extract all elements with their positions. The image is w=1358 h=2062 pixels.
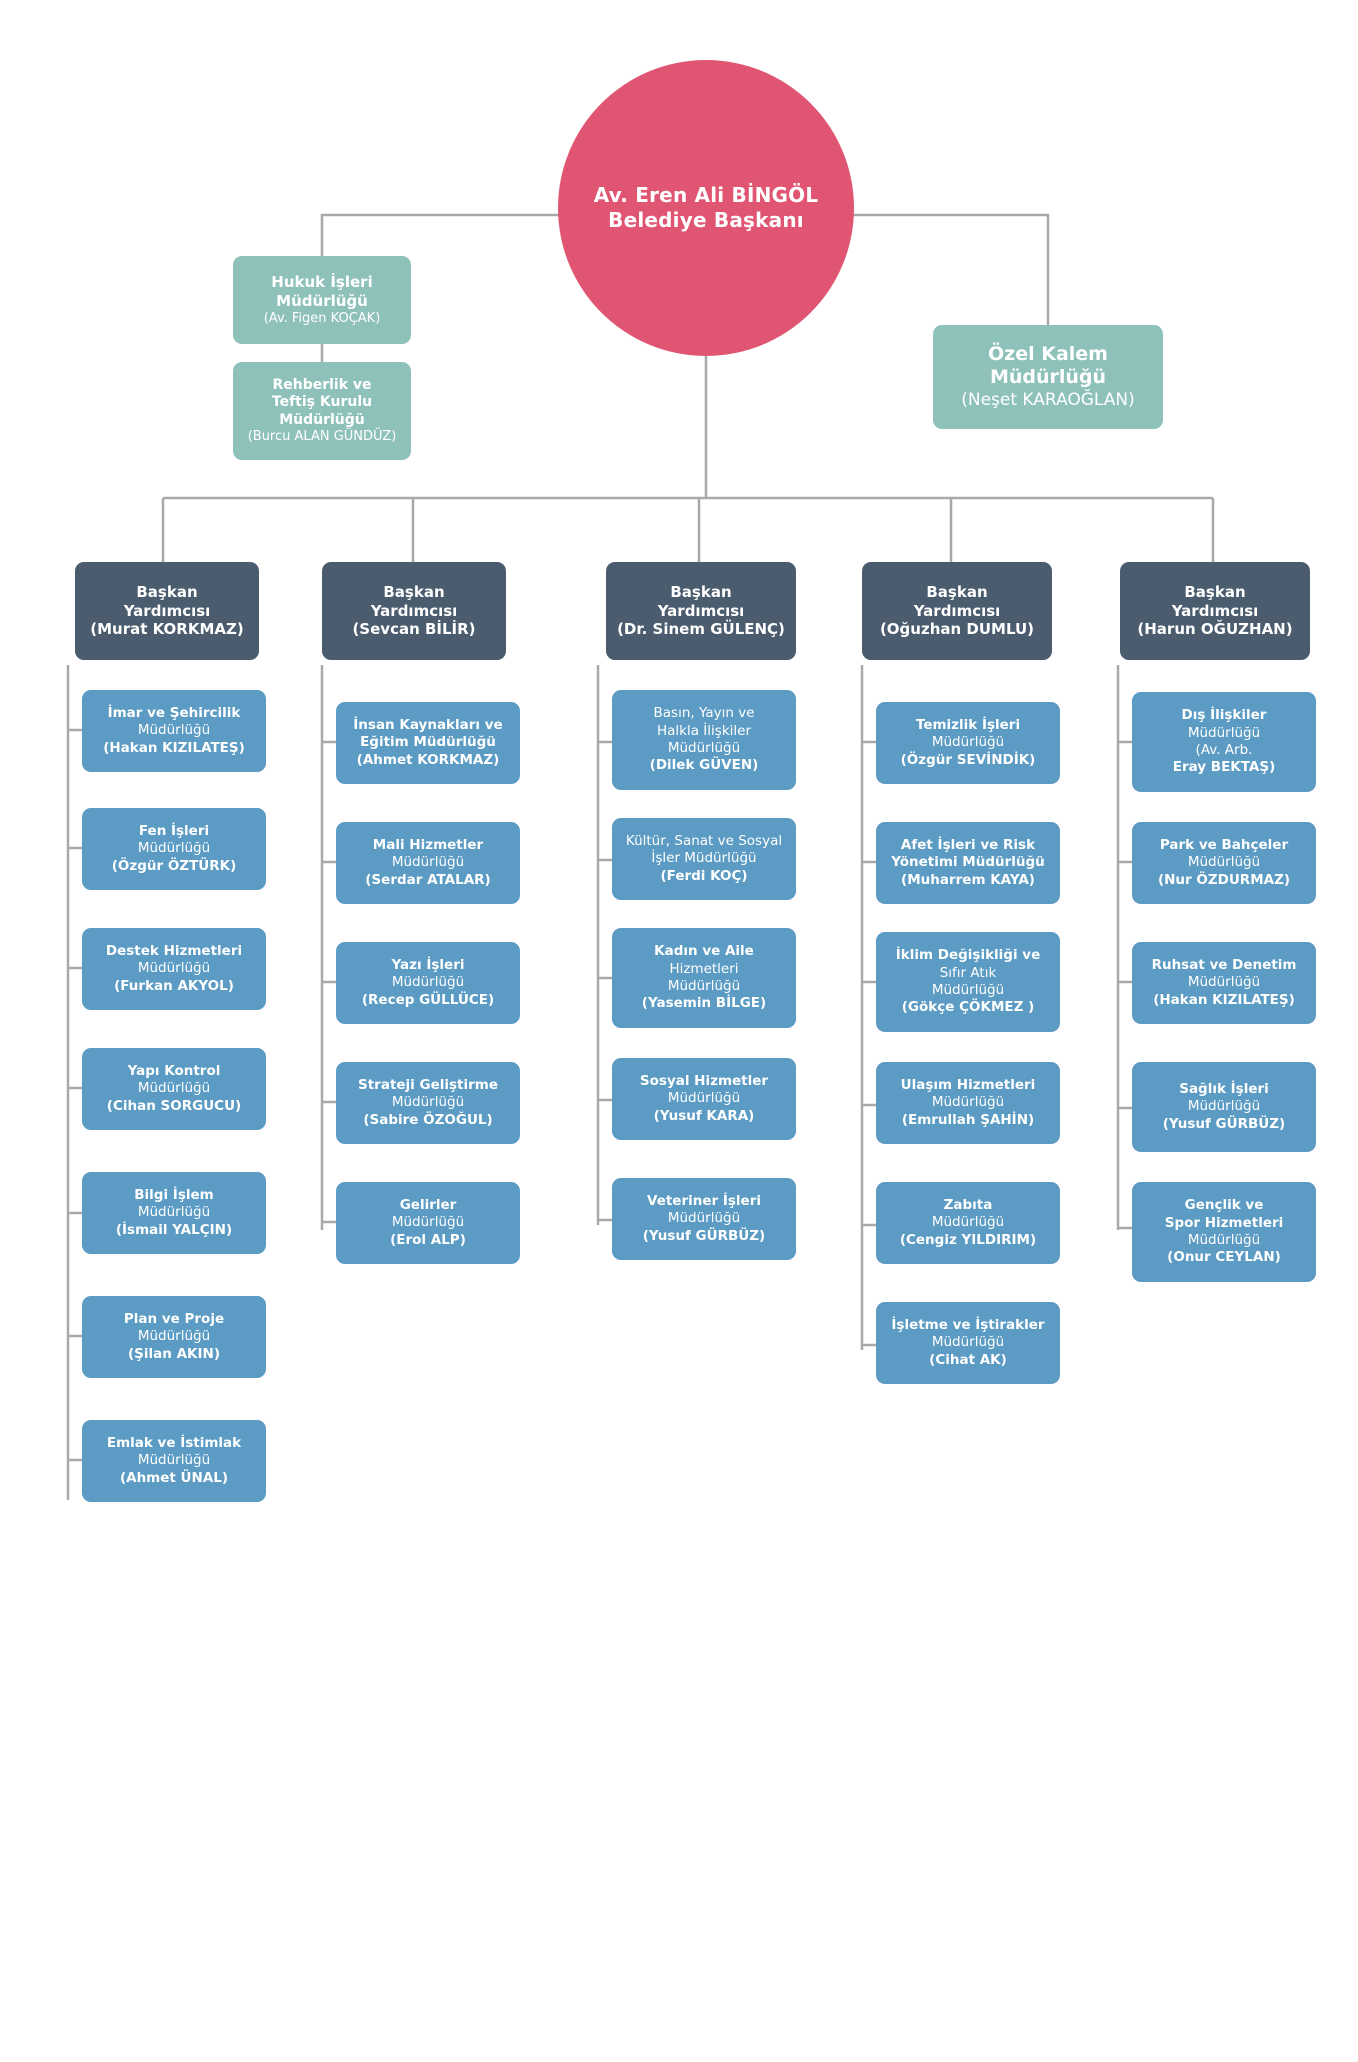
node-line: Gelirler — [399, 1197, 457, 1214]
node-person: (Erol ALP) — [390, 1231, 466, 1248]
node-person: (Cengiz YILDIRIM) — [899, 1231, 1037, 1248]
node-line: Eğitim Müdürlüğü — [360, 734, 496, 751]
node-person: (Dr. Sinem GÜLENÇ) — [617, 620, 785, 639]
node-line: Kültür, Sanat ve Sosyal — [625, 833, 783, 850]
node-line: Afet İşleri ve Risk — [900, 837, 1036, 854]
node-line: Hizmetleri — [669, 960, 739, 977]
node-person: (Hakan KIZILATEŞ) — [1153, 991, 1295, 1008]
node-unit-2-1[interactable] — [336, 702, 520, 784]
node-line: Müdürlüğü — [667, 1090, 741, 1107]
node-line: Yapı Kontrol — [127, 1063, 221, 1080]
node-line: Başkan — [383, 582, 445, 601]
node-person: (Muharrem KAYA) — [901, 871, 1035, 888]
node-unit-1-5[interactable] — [82, 1172, 266, 1254]
node-person: (Emrullah ŞAHİN) — [901, 1111, 1035, 1128]
node-person: (Neşet KARAOĞLAN) — [961, 390, 1135, 411]
node-unit-3-2[interactable] — [612, 818, 796, 900]
node-line: Müdürlüğü — [931, 734, 1005, 751]
mayor-name: Av. Eren Ali BİNGÖL — [593, 183, 819, 207]
node-line: Fen İşleri — [138, 823, 210, 840]
node-mayor[interactable] — [558, 60, 854, 356]
node-person: (Sabire ÖZOĞUL) — [363, 1111, 493, 1128]
node-line: Müdürlüğü — [1187, 1232, 1261, 1248]
node-line: Dış İlişkiler — [1181, 707, 1267, 724]
node-line: Müdürlüğü — [137, 1204, 211, 1221]
node-line: Müdürlüğü — [1187, 724, 1261, 741]
node-deputy-1[interactable] — [75, 562, 259, 660]
node-line: Müdürlüğü — [667, 1210, 741, 1227]
node-line: Yardımcısı — [913, 601, 1001, 620]
node-line: Yönetimi Müdürlüğü — [891, 854, 1045, 871]
node-line: İnsan Kaynakları ve — [353, 717, 503, 734]
node-person: Eray BEKTAŞ) — [1172, 759, 1276, 776]
node-line: Başkan — [1184, 582, 1246, 601]
node-line: İşler Müdürlüğü — [651, 850, 757, 867]
node-line: Destek Hizmetleri — [105, 943, 243, 960]
node-person: (Burcu ALAN GÜNDÜZ) — [247, 429, 397, 445]
node-unit-3-4[interactable] — [612, 1058, 796, 1140]
node-line: Zabıta — [943, 1197, 993, 1214]
node-unit-5-5[interactable] — [1132, 1182, 1316, 1282]
node-line: Teftiş Kurulu — [271, 394, 373, 411]
node-person: (Cihan SORGUCU) — [106, 1097, 242, 1114]
node-line: Müdürlüğü — [391, 974, 465, 991]
node-deputy-4[interactable] — [862, 562, 1052, 660]
node-ozel-kalem[interactable] — [933, 325, 1163, 429]
node-unit-2-3[interactable] — [336, 942, 520, 1024]
node-person: (Recep GÜLLÜCE) — [361, 991, 495, 1008]
node-line: Müdürlüğü — [391, 1214, 465, 1231]
node-line: Müdürlüğü — [667, 978, 741, 994]
node-line: Başkan — [136, 582, 198, 601]
node-line: Müdürlüğü — [931, 1094, 1005, 1111]
node-line: Basın, Yayın ve — [653, 705, 755, 722]
node-line: Yazı İşleri — [391, 957, 465, 974]
node-line: Veteriner İşleri — [646, 1193, 761, 1210]
node-line: Başkan — [670, 582, 732, 601]
node-deputy-3[interactable] — [606, 562, 796, 660]
node-unit-1-3[interactable] — [82, 928, 266, 1010]
node-line: Müdürlüğü — [276, 291, 368, 310]
node-deputy-2[interactable] — [322, 562, 506, 660]
node-person: (Furkan AKYOL) — [114, 977, 234, 994]
node-person: (Murat KORKMAZ) — [90, 620, 244, 639]
node-person: (Sevcan BİLİR) — [352, 620, 476, 639]
node-person: (Yusuf GÜRBÜZ) — [642, 1227, 766, 1244]
node-line: Sıfır Atık — [939, 964, 997, 981]
node-unit-5-3[interactable] — [1132, 942, 1316, 1024]
node-person: (Yusuf KARA) — [653, 1107, 755, 1124]
node-person: (Yasemin BİLGE) — [641, 995, 767, 1012]
node-line: Temizlik İşleri — [915, 717, 1021, 734]
node-line: Müdürlüğü — [137, 722, 211, 739]
node-line: Müdürlüğü — [137, 1328, 211, 1345]
node-line: Sosyal Hizmetler — [639, 1073, 769, 1090]
node-line: Müdürlüğü — [1187, 974, 1261, 991]
node-line: Müdürlüğü — [989, 366, 1107, 389]
node-line: Müdürlüğü — [931, 982, 1005, 998]
node-person: (Oğuzhan DUMLU) — [879, 620, 1035, 639]
node-unit-4-1[interactable] — [876, 702, 1060, 784]
node-unit-4-5[interactable] — [876, 1182, 1060, 1264]
node-line: Emlak ve İstimlak — [106, 1435, 242, 1452]
node-line: Mali Hizmetler — [372, 837, 484, 854]
node-hukuk-isleri[interactable] — [233, 256, 411, 344]
node-line: Yardımcısı — [1171, 601, 1259, 620]
node-person: (Özgür SEVİNDİK) — [900, 751, 1036, 768]
node-person: (Harun OĞUZHAN) — [1137, 620, 1293, 639]
node-line: Müdürlüğü — [1187, 854, 1261, 871]
node-line: Müdürlüğü — [931, 1334, 1005, 1351]
node-line: Kadın ve Aile — [654, 943, 754, 960]
node-person: (Serdar ATALAR) — [365, 871, 491, 888]
node-person: (Ahmet ÜNAL) — [119, 1469, 229, 1486]
node-line: Yardımcısı — [370, 601, 458, 620]
node-unit-5-1[interactable] — [1132, 692, 1316, 792]
node-unit-2-4[interactable] — [336, 1062, 520, 1144]
node-line: Müdürlüğü — [667, 740, 741, 756]
node-line: Gençlik ve — [1184, 1197, 1264, 1214]
node-unit-2-5[interactable] — [336, 1182, 520, 1264]
node-unit-4-2[interactable] — [876, 822, 1060, 904]
node-line: Yardımcısı — [123, 601, 211, 620]
node-unit-5-2[interactable] — [1132, 822, 1316, 904]
node-person: (İsmail YALÇIN) — [115, 1221, 233, 1238]
node-unit-4-4[interactable] — [876, 1062, 1060, 1144]
node-person: (Onur CEYLAN) — [1167, 1249, 1281, 1266]
node-line: Sağlık İşleri — [1179, 1081, 1269, 1098]
node-line: Plan ve Proje — [123, 1311, 225, 1328]
node-person: (Hakan KIZILATEŞ) — [103, 739, 245, 756]
node-person: (Dilek GÜVEN) — [649, 757, 759, 774]
node-line: Ruhsat ve Denetim — [1151, 957, 1297, 974]
node-line: Müdürlüğü — [137, 1080, 211, 1097]
node-unit-3-1[interactable] — [612, 690, 796, 790]
node-line: Halkla İlişkiler — [657, 722, 751, 739]
node-unit-1-7[interactable] — [82, 1420, 266, 1502]
node-unit-4-6[interactable] — [876, 1302, 1060, 1384]
node-line: Strateji Geliştirme — [358, 1077, 498, 1094]
node-unit-4-3[interactable] — [876, 932, 1060, 1032]
node-line: Başkan — [926, 582, 988, 601]
node-line: Müdürlüğü — [279, 411, 365, 428]
node-line: Özel Kalem — [988, 342, 1108, 365]
node-line: (Av. Arb. — [1195, 742, 1253, 758]
node-line: İklim Değişikliği ve — [895, 947, 1041, 964]
node-unit-1-4[interactable] — [82, 1048, 266, 1130]
node-person: (Gökçe ÇÖKMEZ ) — [901, 999, 1035, 1016]
node-line: Müdürlüğü — [137, 1452, 211, 1469]
node-line: Bilgi İşlem — [134, 1187, 214, 1204]
node-person: (Şilan AKIN) — [128, 1345, 220, 1362]
node-person: (Ahmet KORKMAZ) — [356, 751, 500, 768]
node-unit-3-5[interactable] — [612, 1178, 796, 1260]
node-line: Müdürlüğü — [137, 840, 211, 857]
node-unit-1-1[interactable] — [82, 690, 266, 772]
node-line: İşletme ve İştirakler — [891, 1317, 1045, 1334]
node-person: (Nur ÖZDURMAZ) — [1157, 871, 1291, 888]
node-line: Hukuk İşleri — [271, 273, 373, 292]
node-line: Müdürlüğü — [391, 1094, 465, 1111]
node-line: Müdürlüğü — [931, 1214, 1005, 1231]
node-person: (Özgür ÖZTÜRK) — [111, 857, 237, 874]
node-unit-1-6[interactable] — [82, 1296, 266, 1378]
node-line: Ulaşım Hizmetleri — [900, 1077, 1036, 1094]
node-person: (Ferdi KOÇ) — [660, 867, 748, 884]
node-line: Rehberlik ve — [272, 376, 372, 393]
mayor-title: Belediye Başkanı — [608, 208, 804, 232]
node-line: Yardımcısı — [657, 601, 745, 620]
node-line: Müdürlüğü — [1187, 1098, 1261, 1115]
node-unit-1-2[interactable] — [82, 808, 266, 890]
node-person: (Yusuf GÜRBÜZ) — [1162, 1115, 1286, 1132]
node-line: Müdürlüğü — [391, 854, 465, 871]
node-line: Müdürlüğü — [137, 960, 211, 977]
node-person: (Av. Figen KOÇAK) — [263, 310, 381, 326]
node-line: Park ve Bahçeler — [1159, 837, 1289, 854]
node-deputy-5[interactable] — [1120, 562, 1310, 660]
node-unit-5-4[interactable] — [1132, 1062, 1316, 1152]
node-unit-2-2[interactable] — [336, 822, 520, 904]
node-rehberlik-teftis[interactable] — [233, 362, 411, 460]
node-line: İmar ve Şehircilik — [107, 705, 241, 722]
node-unit-3-3[interactable] — [612, 928, 796, 1028]
node-line: Spor Hizmetleri — [1164, 1214, 1284, 1231]
node-person: (Cihat AK) — [929, 1351, 1007, 1368]
